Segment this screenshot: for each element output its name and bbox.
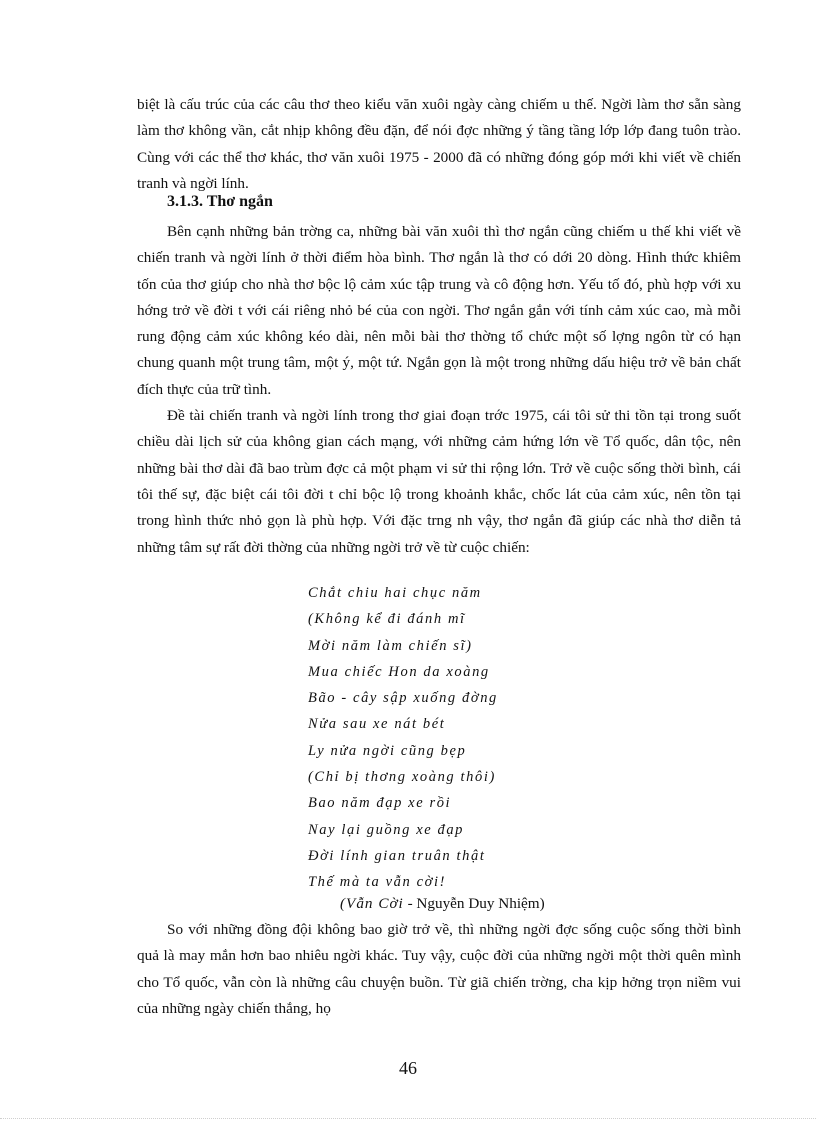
paragraph-survivors: So với những đồng đội không bao giờ trở về, thì những ngời đợc sống cuộc sống thời bình quả là may mắn hơn bao nhiêu ngời khác. Tuy vậy, cuộc đời của những ngời một thời quên mình cho Tổ quốc, vẫn còn là những câu chuyện buồn. Từ giã chiến trờng, cha kịp hởng trọn niềm vui của những ngày chiến thắng, họ <box>137 921 741 1017</box>
poem-line: Ly nửa ngời cũng bẹp <box>308 742 467 759</box>
body-text-bottom <box>137 917 741 1022</box>
poem-line: Mời năm làm chiến sĩ) <box>308 637 473 654</box>
poem-line: Mua chiếc Hon da xoàng <box>308 663 490 680</box>
poem-source <box>340 895 545 913</box>
poem-line: (Chỉ bị thơng xoàng thôi) <box>308 769 496 786</box>
intro-paragraph: biệt là cấu trúc của các câu thơ theo kiểu văn xuôi ngày càng chiếm u thế. Ngời làm thơ sẵn sàng làm thơ không vần, cắt nhịp không đều đặn, để nói đợc những ý tầng tầng lớp lớp đang tuôn trào. Cùng với các thể thơ khác, thơ văn xuôi 1975 - 2000 đã có những đóng góp mới khi viết về chiến tranh và ngời lính. <box>137 96 741 192</box>
body-text-middle <box>137 219 741 561</box>
paragraph-war-theme: Đề tài chiến tranh và ngời lính trong thơ giai đoạn trớc 1975, cái tôi sử thi tồn tại trong suốt chiều dài lịch sử của không gian cách mạng, với những cảm hứng lớn về Tổ quốc, dân tộc, nên những bài thơ dài đã bao trùm đợc cả một phạm vi sử thi rộng lớn. Trở về cuộc sống thời bình, cái tôi thế sự, đặc biệt cái tôi đời t chỉ bộc lộ trong khoảnh khắc, chốc lát của cảm xúc, nên tồn tại trong hình thức nhỏ gọn là phù hợp. Với đặc trng nh vậy, thơ ngắn đã giúp các nhà thơ diễn tả những tâm sự rất đời thờng của những ngời trở về từ cuộc chiến: <box>137 407 741 556</box>
poem-source-title: (Vẫn Cời <box>340 895 404 912</box>
section-heading: 3.1.3. Thơ ngắn <box>167 193 273 210</box>
poem-line: Nửa sau xe nát bét <box>308 716 446 733</box>
poem-line: Nay lại guồng xe đạp <box>308 821 465 838</box>
page-edge-divider <box>0 1118 816 1119</box>
body-text-top <box>137 92 741 197</box>
poem-excerpt <box>308 580 498 896</box>
poem-line: Thế mà ta vẫn cời! <box>308 874 447 891</box>
poem-line: Bao năm đạp xe rồi <box>308 795 452 812</box>
poem-line: Bão - cây sập xuống đờng <box>308 690 498 707</box>
poem-line: (Không kể đi đánh mĩ <box>308 611 466 628</box>
poem-line: Đời lính gian truân thật <box>308 847 486 864</box>
paragraph-short-poetry: Bên cạnh những bản trờng ca, những bài văn xuôi thì thơ ngắn cũng chiếm u thế khi viết về chiến tranh và ngời lính ở thời điểm hòa bình. Thơ ngắn là thơ có dới 20 dòng. Hình thức khiêm tốn của thơ giúp cho nhà thơ bộc lộ cảm xúc tập trung và cô động hơn. Yếu tố đó, phù hợp với xu hớng trở về đời t với cái riêng nhỏ bé của con ngời. Thơ ngắn gắn với tính cảm xúc cao, mà mỗi rung động cảm xúc không kéo dài, nên mỗi bài thơ thờng tổ chức một số lợng ngôn từ có hạn chung quanh một trung tâm, một ý, một tứ. Ngắn gọn là một trong những dấu hiệu trở về bản chất đích thực của trữ tình. <box>137 223 741 398</box>
poem-source-author: - Nguyễn Duy Nhiệm) <box>407 895 545 912</box>
page-number: 46 <box>399 1058 417 1078</box>
poem-line: Chắt chiu hai chục năm <box>308 585 482 601</box>
